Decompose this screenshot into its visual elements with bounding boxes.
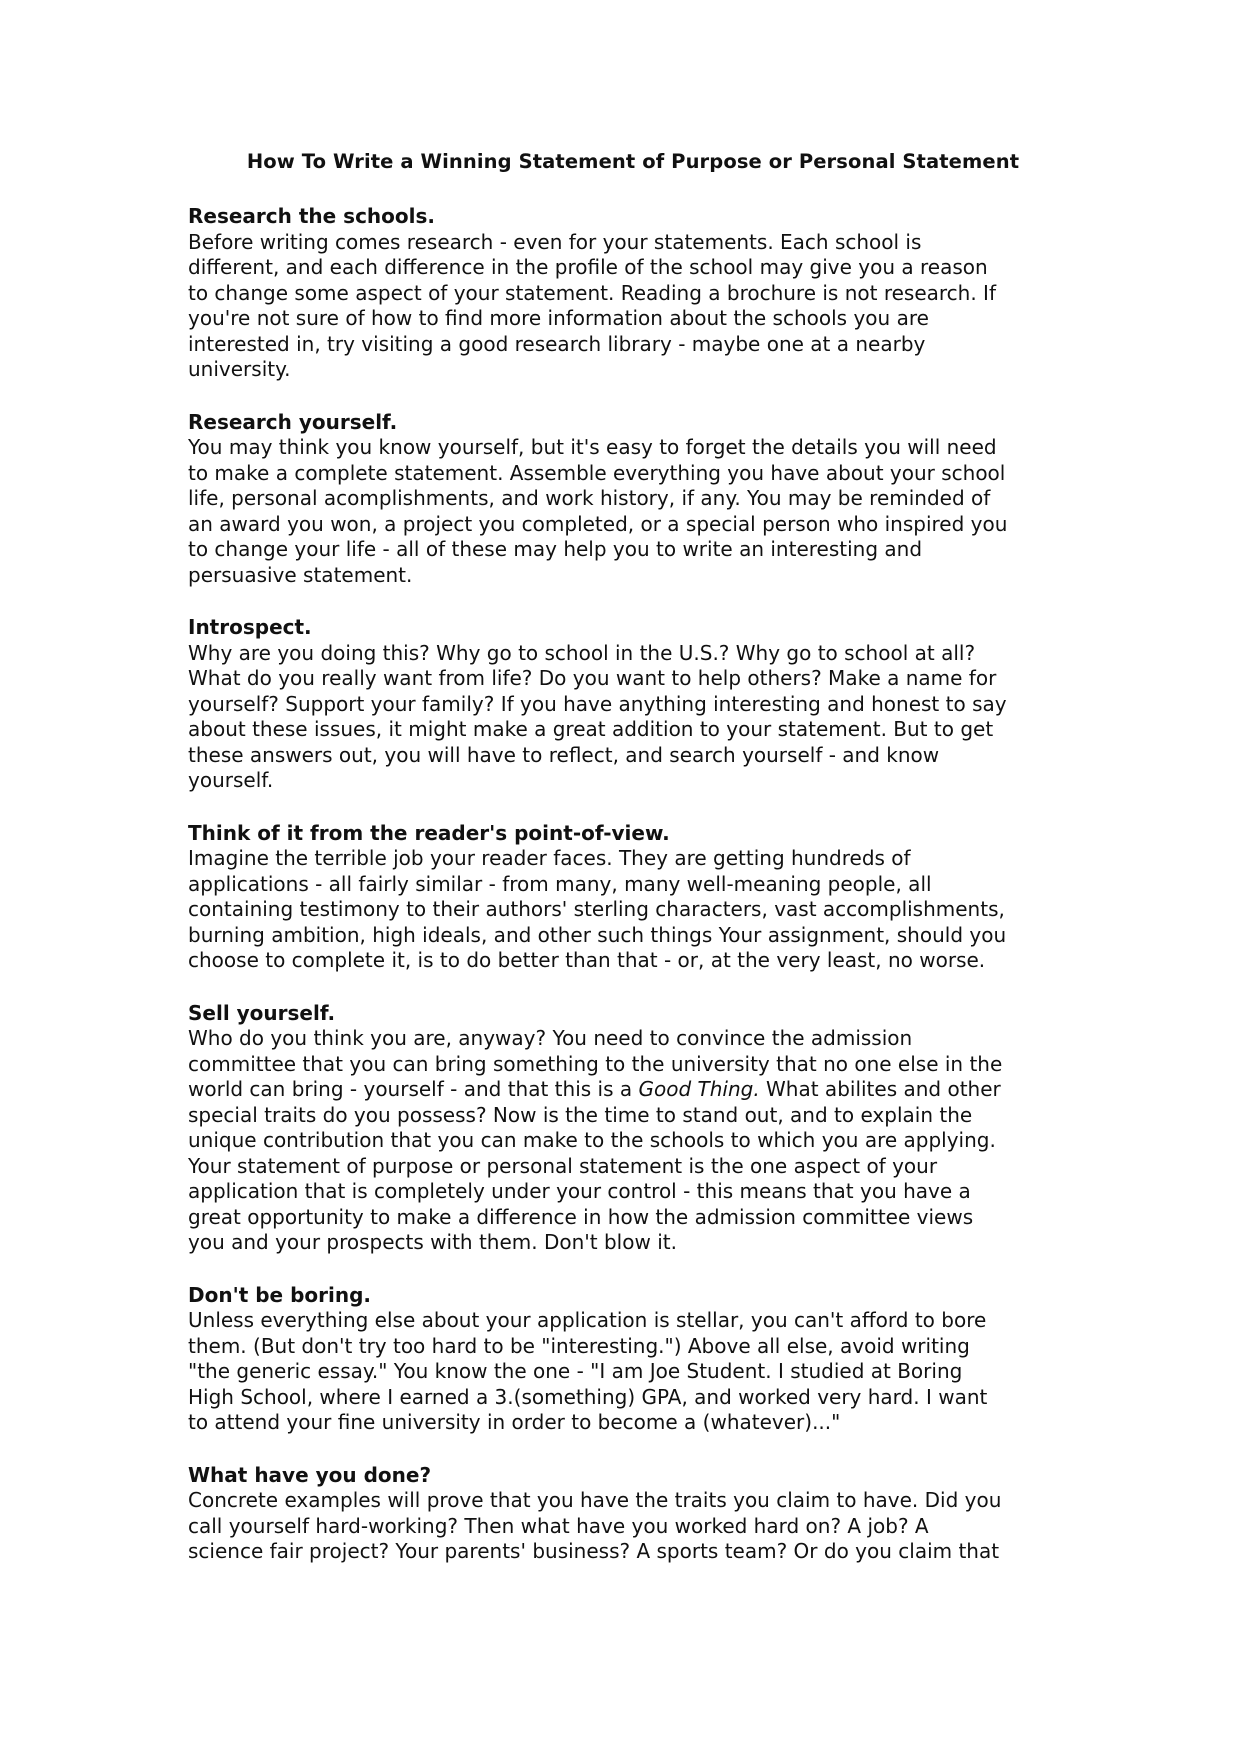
section-research-yourself — [188, 410, 1068, 589]
body-line: containing testimony to their authors' sterling characters, vast accomplishments, — [188, 897, 1005, 921]
section-heading: Don't be boring. — [188, 1282, 371, 1307]
body-line: Unless everything else about your application is stellar, you can't afford to bore — [188, 1308, 987, 1332]
body-line: about these issues, it might make a great addition to your statement. But to get — [188, 717, 994, 741]
section-readers-point-of-view — [188, 821, 1068, 974]
body-line: You may think you know yourself, but it's easy to forget the details you will need — [188, 435, 997, 459]
body-line: persuasive statement. — [188, 562, 413, 587]
body-line: Who do you think you are, anyway? You need to convince the admission — [188, 1026, 913, 1050]
section-heading: What have you done? — [188, 1462, 432, 1487]
body-line: an award you won, a project you completed, or a special person who inspired you — [188, 511, 1008, 536]
body-line: life, personal acomplishments, and work history, if any. You may be reminded of — [188, 486, 991, 510]
body-line: Imagine the terrible job your reader faces. They are getting hundreds of — [188, 846, 911, 870]
section-heading: Sell yourself. — [188, 1000, 336, 1025]
body-line: burning ambition, high ideals, and other such things Your assignment, should you — [188, 922, 1007, 947]
section-body — [188, 1308, 1068, 1436]
text-segment: world can bring - yourself - and that this is a — [188, 1077, 639, 1101]
body-line: Before writing comes research - even for your statements. Each school is — [188, 229, 922, 254]
body-line: Concrete examples will prove that you have the traits you claim to have. Did you — [188, 1488, 1002, 1512]
text-segment: What abilites and other — [759, 1077, 1001, 1101]
body-line: to attend your fine university in order to become a (whatever)..." — [188, 1410, 841, 1434]
body-line: to change some aspect of your statement. Reading a brochure is not research. If — [188, 280, 996, 305]
section-body — [188, 435, 1068, 588]
body-line: "the generic essay." You know the one - "I am Joe Student. I studied at Boring — [188, 1359, 963, 1383]
section-research-schools — [188, 204, 1068, 383]
body-line: yourself? Support your family? If you have anything interesting and honest to say — [188, 691, 1007, 716]
section-body — [188, 641, 1068, 794]
section-heading: Introspect. — [188, 615, 312, 639]
section-body — [188, 230, 1068, 383]
section-dont-be-boring — [188, 1283, 1068, 1436]
section-heading: Research the schools. — [188, 204, 436, 228]
section-heading: Research yourself. — [188, 409, 398, 434]
body-line: you and your prospects with them. Don't blow it. — [188, 1230, 677, 1254]
body-line: What do you really want from life? Do you want to help others? Make a name for — [188, 666, 997, 690]
body-line: yourself. — [188, 768, 274, 792]
body-line: different, and each difference in the profile of the school may give you a reason — [188, 255, 988, 279]
section-what-have-you-done — [188, 1463, 1068, 1565]
body-line: High School, where I earned a 3.(something) GPA, and worked very hard. I want — [188, 1384, 988, 1409]
body-line: call yourself hard-working? Then what have you worked hard on? A job? A — [188, 1513, 929, 1538]
body-line: them. (But don't try too hard to be "interesting.") Above all else, avoid writing — [188, 1333, 970, 1358]
body-line: choose to complete it, is to do better than that - or, at the very least, no worse. — [188, 948, 986, 972]
body-line: you're not sure of how to find more information about the schools you are — [188, 306, 929, 330]
body-line: application that is completely under your control - this means that you have a — [188, 1179, 971, 1203]
body-line: Your statement of purpose or personal statement is the one aspect of your — [188, 1153, 938, 1178]
body-line: unique contribution that you can make to the schools to which you are applying. — [188, 1128, 996, 1152]
body-line: to make a complete statement. Assemble everything you have about your school — [188, 460, 1006, 485]
document-title: How To Write a Winning Statement of Purpose or Personal Statement — [246, 150, 1020, 173]
body-line: applications - all fairly similar - from many, many well-meaning people, all — [188, 871, 932, 896]
body-line: to change your life - all of these may help you to write an interesting and — [188, 537, 923, 561]
section-body — [188, 1026, 1068, 1256]
document-page — [188, 150, 1068, 1592]
body-line-with-emphasis — [188, 1077, 1068, 1103]
body-line: committee that you can bring something to the university that no one else in the — [188, 1051, 1003, 1076]
body-line: science fair project? Your parents' business? A sports team? Or do you claim that — [188, 1539, 1000, 1563]
section-heading: Think of it from the reader's point-of-view. — [188, 820, 670, 845]
section-sell-yourself — [188, 1001, 1068, 1256]
body-line: special traits do you possess? Now is the time to stand out, and to explain the — [188, 1102, 973, 1127]
section-introspect — [188, 615, 1068, 794]
emphasized-text: Good Thing. — [638, 1077, 760, 1101]
section-body — [188, 1488, 1068, 1565]
section-body — [188, 846, 1068, 974]
body-line: Why are you doing this? Why go to school in the U.S.? Why go to school at all? — [188, 640, 976, 665]
body-line: these answers out, you will have to reflect, and search yourself - and know — [188, 742, 940, 767]
body-line: interested in, try visiting a good research library - maybe one at a nearby — [188, 331, 926, 356]
body-line: university. — [188, 357, 291, 381]
body-line: great opportunity to make a difference in how the admission committee views — [188, 1204, 974, 1229]
